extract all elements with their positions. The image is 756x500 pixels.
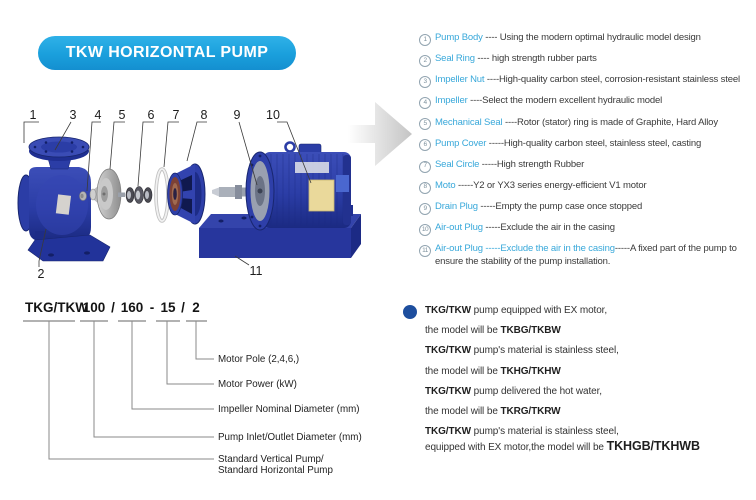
model-name: TKBG/TKBW xyxy=(500,325,561,337)
model-code-slash1: / xyxy=(111,300,115,315)
callout-leader-6 xyxy=(138,122,154,186)
circled-number-badge: 7 xyxy=(419,161,431,173)
callout-leader-8 xyxy=(187,122,207,161)
note-line: the model will be TKRG/TKRW xyxy=(425,405,561,417)
part-description: -----Empty the pump case once stopped xyxy=(477,201,643,213)
parts-list xyxy=(419,32,756,276)
part-callout-1: 1 xyxy=(29,108,37,122)
motor-nameplate xyxy=(295,162,329,173)
note-line: the model will be TKHG/TKHW xyxy=(425,365,561,377)
note-line: TKG/TKW pump delivered the hot water, xyxy=(425,385,602,397)
part-description: ----Rotor (stator) ring is made of Graphite, Hard Alloy xyxy=(502,116,718,128)
exploded-pump-diagram xyxy=(15,95,415,290)
impeller-illustration xyxy=(90,169,121,219)
circled-number-badge: 5 xyxy=(419,118,431,130)
model-code-pole: 2 xyxy=(192,300,200,315)
bullet-icon xyxy=(403,305,417,319)
part-description: -----Exclude the air in the casing xyxy=(482,222,615,234)
model-name: TKHG/TKHW xyxy=(500,365,561,377)
part-description: ---- high strength rubber parts xyxy=(474,53,597,65)
callout-leader-7 xyxy=(164,122,179,167)
list-item xyxy=(419,95,756,109)
direction-arrow-icon xyxy=(348,102,412,166)
part-callout-11: 11 xyxy=(249,264,263,278)
circled-number-badge: 2 xyxy=(419,55,431,67)
part-description: -----High-quality carbon steel, stainless steel, casting xyxy=(486,137,702,149)
connector-power xyxy=(167,321,214,384)
model-name: TKHGB/TKHWB xyxy=(606,438,700,453)
mechanical-seal-illustration xyxy=(118,187,152,204)
part-name: Pump Body xyxy=(435,32,483,43)
model-code-slash2: / xyxy=(181,300,185,315)
part-callout-8: 8 xyxy=(200,108,208,122)
label-motor-power: Motor Power (kW) xyxy=(218,379,297,390)
part-callout-7: 7 xyxy=(172,108,180,122)
list-item xyxy=(419,117,756,131)
list-item xyxy=(419,138,756,152)
part-name: Pump Cover xyxy=(435,137,487,149)
impeller-nut-illustration xyxy=(80,192,87,201)
part-callout-3: 3 xyxy=(69,108,77,122)
circled-number-badge: 8 xyxy=(419,182,431,194)
callout-leader-1 xyxy=(24,122,39,143)
circled-number-badge: 4 xyxy=(419,97,431,109)
part-name: Air-out Plug xyxy=(435,243,483,255)
motor-illustration xyxy=(246,143,353,231)
part-name: Impeller Nut xyxy=(435,74,485,86)
circled-number-badge: 10 xyxy=(419,224,431,236)
part-name: Air-out Plug xyxy=(435,222,483,234)
part-description: -----A fixed part of the pump to ensure the stability of the pump installation. xyxy=(435,243,737,268)
note-line: TKG/TKW pump's material is stainless steel, xyxy=(425,426,619,438)
part-description: -----Y2 or YX3 series energy-efficient V1 motor xyxy=(455,179,647,191)
circled-number-badge: 3 xyxy=(419,76,431,88)
list-item xyxy=(419,180,756,194)
part-description: ----High-quality carbon steel, corrosion-resistant stainless steel xyxy=(484,74,740,86)
list-item xyxy=(419,222,756,236)
part-name: Seal Circle xyxy=(435,158,480,170)
part-description: ----Select the modern excellent hydraulic model xyxy=(467,95,663,107)
part-description: ---- Using the modern optimal hydraulic model design xyxy=(482,32,701,43)
part-callout-10: 10 xyxy=(266,108,280,122)
note-line: TKG/TKW pump equipped with EX motor, xyxy=(425,305,608,316)
note-line: the model will be TKBG/TKBW xyxy=(425,325,561,337)
list-item xyxy=(419,53,756,67)
circled-number-badge: 6 xyxy=(419,139,431,151)
part-callout-2: 2 xyxy=(37,267,45,281)
part-name: Mechanical Seal xyxy=(435,116,503,128)
part-description: -----High strength Rubber xyxy=(479,158,585,170)
title-banner xyxy=(38,36,296,70)
part-callout-6: 6 xyxy=(147,108,155,122)
note-line: equipped with EX motor,the model will be TKHGB/TKHWB xyxy=(425,438,700,453)
motor-blue-sticker xyxy=(336,175,349,192)
motor-yellow-label xyxy=(309,180,334,211)
label-impeller-diameter: Impeller Nominal Diameter (mm) xyxy=(218,404,360,415)
seal-circle-illustration xyxy=(156,169,168,221)
label-motor-pole: Motor Pole (2,4,6,) xyxy=(218,354,300,365)
list-item xyxy=(419,32,756,46)
circled-number-badge: 9 xyxy=(419,203,431,215)
note-line: TKG/TKW pump's material is stainless steel, xyxy=(425,345,619,357)
model-code-inlet: 100 xyxy=(82,300,106,315)
part-name: Drain Plug xyxy=(435,201,478,213)
model-code-diagram xyxy=(18,296,398,488)
part-callout-9: 9 xyxy=(233,108,241,122)
model-code-power: 15 xyxy=(160,300,176,315)
model-code-impeller: 160 xyxy=(120,300,144,315)
circled-number-badge: 1 xyxy=(419,34,431,46)
circled-number-badge: 11 xyxy=(419,245,431,257)
part-name: Impeller xyxy=(435,95,468,107)
label-inlet-diameter: Pump Inlet/Outlet Diameter (mm) xyxy=(218,432,362,443)
page-title: TKW HORIZONTAL PUMP xyxy=(65,44,269,61)
part-name: Moto xyxy=(435,179,456,191)
model-code-dash: - xyxy=(149,300,155,315)
list-item xyxy=(419,159,756,173)
label-standard-vertical: Standard Vertical Pump/ xyxy=(218,454,324,465)
model-notes xyxy=(425,305,756,462)
callout-leader-5 xyxy=(110,122,125,169)
label-standard-horizontal: Standard Horizontal Pump xyxy=(218,465,333,476)
connector-impeller xyxy=(132,321,214,409)
list-item xyxy=(419,74,756,88)
model-code-prefix: TKG/TKW xyxy=(25,300,88,315)
list-item: 11 Air-out Plug -----Exclude the air in the casing-----A fixed part of the pump to ensure the stability of the pump installation. xyxy=(419,243,756,269)
part-callout-4: 4 xyxy=(94,108,102,122)
connector-pole xyxy=(196,321,214,359)
part-callout-5: 5 xyxy=(118,108,126,122)
part-name: Seal Ring xyxy=(435,53,475,65)
pump-cover-illustration xyxy=(168,164,206,224)
list-item xyxy=(419,201,756,215)
model-name: TKRG/TKRW xyxy=(500,405,561,417)
